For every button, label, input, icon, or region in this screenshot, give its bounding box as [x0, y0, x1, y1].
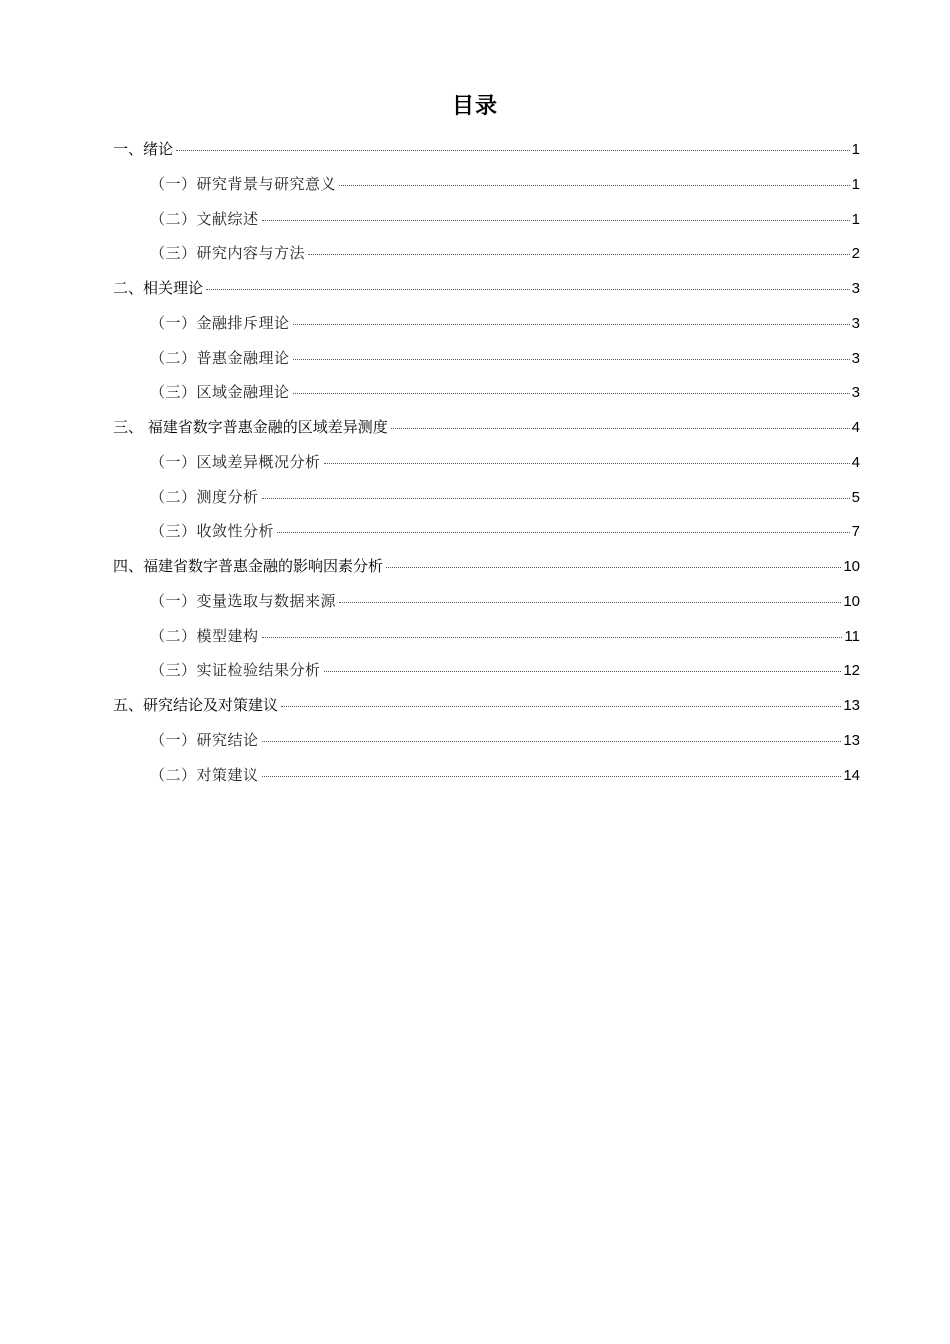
toc-entry-text: （二）对策建议 — [150, 765, 259, 784]
toc-list — [113, 132, 860, 792]
toc-entry-inclusive-finance[interactable] — [113, 341, 860, 376]
toc-entry-research-conclusions[interactable] — [113, 723, 860, 758]
toc-page-number: 5 — [851, 488, 860, 506]
toc-page-number: 14 — [843, 766, 860, 784]
toc-entry-text: 一、绪论 — [113, 140, 174, 158]
toc-entry-related-theory[interactable] — [113, 271, 860, 306]
toc-page-number: 10 — [843, 558, 860, 575]
toc-page-number: 1 — [851, 175, 860, 193]
dot-leader — [176, 150, 850, 151]
dot-leader — [339, 602, 841, 603]
toc-entry-variable-selection[interactable] — [113, 584, 860, 619]
toc-page-number: 3 — [851, 280, 860, 297]
toc-entry-convergence-analysis[interactable] — [113, 514, 860, 549]
toc-page-number: 3 — [851, 384, 860, 402]
toc-entry-model-construction[interactable] — [113, 619, 860, 654]
toc-entry-text: （二）测度分析 — [150, 487, 259, 506]
dot-leader — [339, 185, 850, 186]
toc-entry-text: （三）实证检验结果分析 — [150, 661, 321, 680]
toc-page-number: 7 — [851, 523, 860, 541]
toc-entry-financial-exclusion[interactable] — [113, 306, 860, 341]
dot-leader — [386, 567, 841, 568]
dot-leader — [324, 671, 842, 672]
dot-leader — [262, 637, 843, 638]
toc-page-number: 2 — [851, 245, 860, 263]
toc-entry-regional-finance[interactable] — [113, 375, 860, 410]
toc-page-number: 1 — [851, 210, 860, 228]
dot-leader — [206, 289, 850, 290]
dot-leader — [262, 741, 842, 742]
toc-entry-text: （二）普惠金融理论 — [150, 348, 290, 367]
toc-entry-text: 四、福建省数字普惠金融的影响因素分析 — [113, 557, 384, 575]
toc-page-number: 1 — [851, 141, 860, 158]
dot-leader — [262, 498, 850, 499]
toc-page-number: 3 — [851, 314, 860, 332]
toc-entry-introduction[interactable] — [113, 132, 860, 167]
dot-leader — [262, 776, 842, 777]
toc-entry-text: （一）变量选取与数据来源 — [150, 591, 337, 610]
toc-entry-text: （二）文献综述 — [150, 209, 259, 228]
toc-entry-research-methods[interactable] — [113, 236, 860, 271]
toc-entry-influencing-factors[interactable] — [113, 549, 860, 584]
dot-leader — [293, 393, 850, 394]
toc-title: 目录 — [451, 94, 498, 119]
toc-page-number: 4 — [851, 453, 860, 471]
toc-entry-regional-difference[interactable] — [113, 410, 860, 445]
toc-entry-policy-suggestions[interactable] — [113, 758, 860, 793]
toc-page-number: 13 — [843, 731, 860, 749]
toc-entry-text: （一）研究背景与研究意义 — [150, 174, 337, 193]
toc-entry-text: 三、 福建省数字普惠金融的区域差异测度 — [113, 418, 388, 436]
dot-leader — [308, 254, 850, 255]
dot-leader — [293, 359, 850, 360]
toc-entry-research-background[interactable] — [113, 167, 860, 202]
toc-page-number: 4 — [851, 419, 860, 436]
toc-entry-text: （二）模型建构 — [150, 626, 259, 645]
toc-entry-text: （三）研究内容与方法 — [150, 244, 306, 263]
toc-page-number: 10 — [843, 592, 860, 610]
dot-leader — [277, 532, 850, 533]
dot-leader — [293, 324, 850, 325]
dot-leader — [281, 706, 841, 707]
toc-entry-text: 五、研究结论及对策建议 — [113, 696, 279, 714]
toc-entry-text: （三）区域金融理论 — [150, 383, 290, 402]
toc-page-number: 13 — [843, 697, 860, 714]
toc-page-number: 12 — [843, 662, 860, 680]
toc-entry-text: （三）收敛性分析 — [150, 522, 275, 541]
toc-entry-empirical-results[interactable] — [113, 653, 860, 688]
dot-leader — [324, 463, 850, 464]
toc-entry-difference-overview[interactable] — [113, 445, 860, 480]
dot-leader — [262, 220, 850, 221]
toc-entry-text: （一）研究结论 — [150, 730, 259, 749]
toc-entry-conclusions-suggestions[interactable] — [113, 688, 860, 723]
toc-entry-text: 二、相关理论 — [113, 279, 204, 297]
toc-entry-text: （一）金融排斥理论 — [150, 313, 290, 332]
toc-page-number: 3 — [851, 349, 860, 367]
toc-entry-measurement-analysis[interactable] — [113, 480, 860, 515]
dot-leader — [391, 428, 850, 429]
toc-page-number: 11 — [844, 627, 860, 645]
toc-entry-text: （一）区域差异概况分析 — [150, 452, 321, 471]
toc-entry-literature-review[interactable] — [113, 202, 860, 237]
